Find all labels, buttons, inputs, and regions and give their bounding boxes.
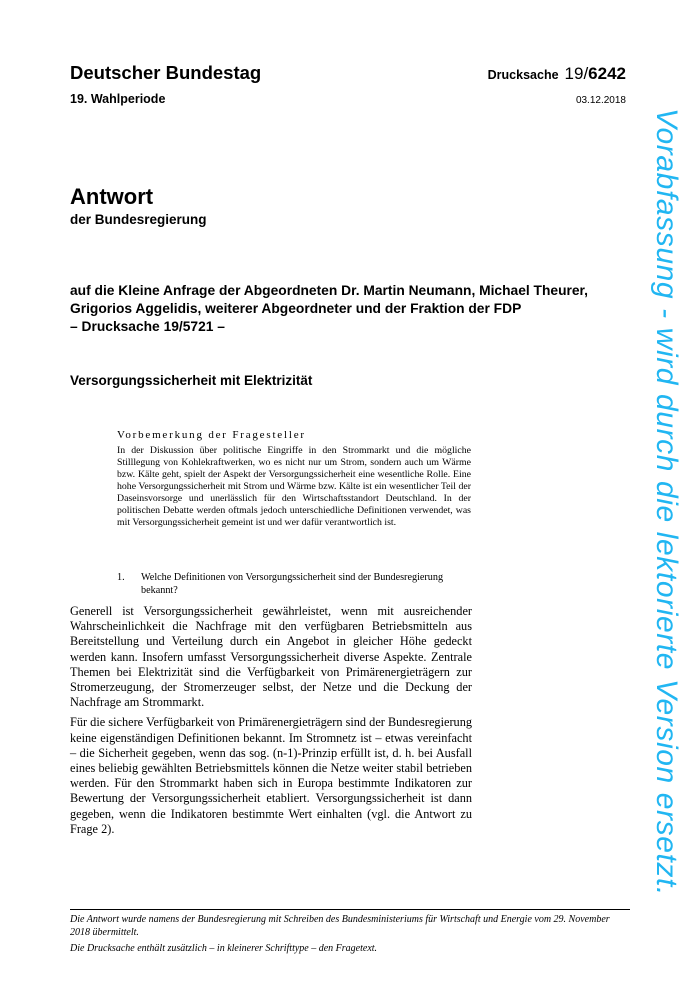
- answer-paragraph: Für die sichere Verfügbarkeit von Primärenergieträgern sind der Bundesregierung keine eigenständigen Definitionen bekannt. Im Stromnetz ist – etwas vereinfacht – die Sicherheit gegeben, wenn das sog. (n-1)-Prinzip erfüllt ist, d. h. bei Ausfall eines beliebig gewählten Betriebsmittels können die Netze weiter stabil betrieben werden. Für den Strommarkt haben sich in Europa bestimmte Indikatoren zur Bewertung der Versorgungssicherheit etabliert. Versorgungssicherheit ist dann gegeben, wenn die Indikatoren bestimmte Wert einhalten (vgl. die Antwort zu Frage 2).: [70, 715, 472, 836]
- preliminary-remark-text: In der Diskussion über politische Eingriffe in den Strommarkt und die mögliche Stilllegung von Kohlekraftwerken, wo es nicht nur um Strom, sondern auch um Wärme bzw. Kälte geht, spielt der Aspekt der Versorgungssicherheit eine wesentliche Rolle. Eine hohe Versorgungssicherheit mit Strom und Wärme bzw. Kälte ist ein wesentlicher Teil der Daseinsvorsorge und unerlässlich für den Wirtschaftsstandort Deutschland. In der politischen Debatte werden oftmals jedoch unterschiedliche Definitionen verwendet, was mit Versorgungssicherheit gemeint ist und wer dafür verantwortlich ist.: [117, 445, 471, 528]
- subject-line: Grigorios Aggelidis, weiterer Abgeordneter und der Fraktion der FDP: [70, 301, 522, 316]
- subject-line: auf die Kleine Anfrage der Abgeordneten Dr. Martin Neumann, Michael Theurer,: [70, 283, 588, 298]
- footer-notes: [70, 913, 630, 958]
- electoral-period: 19. Wahlperiode: [70, 92, 166, 106]
- footer-note: Die Drucksache enthält zusätzlich – in kleinerer Schrifttype – den Fragetext.: [70, 943, 378, 954]
- draft-watermark: Vorabfassung - wird durch die lektorierte Version ersetzt.: [650, 108, 683, 896]
- question-number: 1.: [117, 572, 125, 583]
- subject-line: – Drucksache 19/5721 –: [70, 319, 225, 334]
- preliminary-remark: [117, 429, 471, 529]
- document-type-title: Antwort: [70, 184, 154, 209]
- inquiry-subject: [70, 282, 630, 336]
- answer-paragraph: Generell ist Versorgungssicherheit gewährleistet, wenn mit ausreichender Wahrscheinlichkeit die Nachfrage mit den verfügbaren Betriebsmitteln aus Bereitstellung und Verteilung durch ein Angebot in gleicher Höhe gedeckt werden kann. Insofern umfasst Versorgungssicherheit diverse Aspekte. Zentrale Themen bei Elektrizität sind die Verfügbarkeit von Primärenergieträgern zur Stromerzeugung, der Stromerzeuger selbst, der Netze und die Deckung der Nachfrage am Strommarkt.: [70, 604, 472, 710]
- drucksache-id: 6242: [588, 64, 626, 83]
- parliament-name: Deutscher Bundestag: [70, 62, 262, 83]
- topic-heading: Versorgungssicherheit mit Elektrizität: [70, 373, 313, 388]
- drucksache-label: Drucksache: [487, 68, 559, 82]
- preliminary-remark-title: Vorbemerkung der Fragesteller: [117, 429, 306, 441]
- question-text: Welche Definitionen von Versorgungssicherheit sind der Bundesregierung bekannt?: [141, 572, 444, 596]
- drucksache-number: [488, 64, 626, 84]
- drucksache-prefix: 19/: [564, 64, 589, 83]
- draft-watermark-area: [645, 108, 685, 908]
- document-sender: der Bundesregierung: [70, 212, 207, 227]
- answer-body: [70, 604, 472, 842]
- footer-divider: [70, 909, 630, 910]
- question-1: [117, 572, 471, 597]
- footer-note: Die Antwort wurde namens der Bundesregierung mit Schreiben des Bundesministeriums für Wirtschaft und Energie vom 29. November 2018 übermittelt.: [70, 914, 610, 938]
- document-date: 03.12.2018: [575, 95, 626, 106]
